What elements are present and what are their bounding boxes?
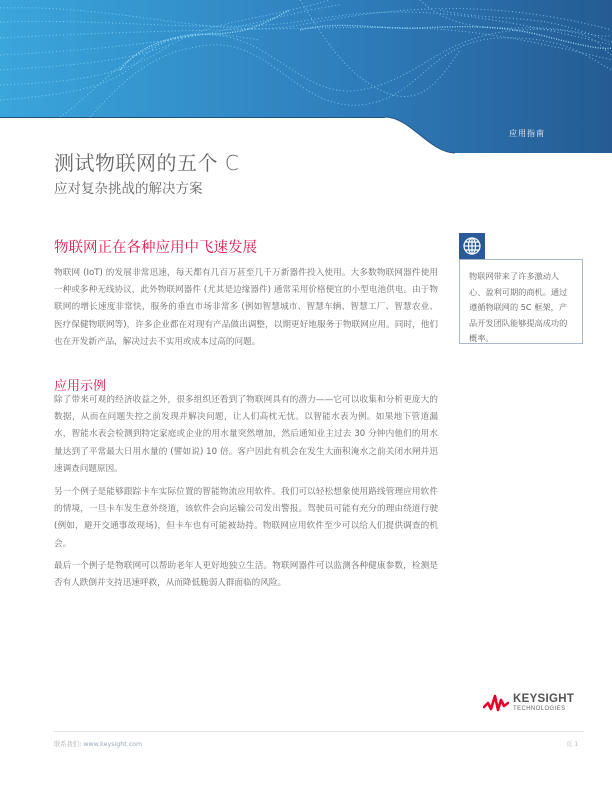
callout-box: [459, 259, 583, 344]
footer-divider: [54, 731, 584, 732]
section-heading-examples: 应用示例: [54, 379, 107, 394]
paragraph-example-water-meter: 除了带来可观的经济收益之外，很多组织还看到了物联网具有的潜力——它可以收集和分析更庞大的数据，从而在问题失控之前发现并解决问题，让人们高枕无忧。以智能水表为例。如果地下管道漏水，智能水表会检测到特定家庭或企业的用水量突然增加，然后通知业主过去 30 分钟内他们的用水量达到了平常最大日用水量的 (譬如说) 10 倍。客户因此有机会在发生大面积淹水之前关闭水闸并迅速调查问题原因。: [54, 395, 438, 474]
paragraph-example-elderly: 最后一个例子是物联网可以帮助老年人更好地独立生活。物联网器件可以监测各种健康参数，检测是否有人跌倒并支持迅速呼救，从而降低脆弱人群面临的风险。: [54, 561, 438, 589]
footer-contact-label: 联系我们:: [54, 741, 84, 748]
globe-icon: [459, 233, 485, 259]
footer-url-link[interactable]: www.keysight.com: [83, 741, 143, 748]
keysight-wave-icon: [483, 694, 509, 712]
logo-subtitle: TECHNOLOGIES: [513, 706, 566, 712]
logo-name: KEYSIGHT: [513, 693, 575, 705]
paragraph-example-logistics: 另一个例子是能够跟踪卡车实际位置的智能物流应用软件。我们可以轻松想象使用路线管理应用软件的情境，一旦卡车发生意外绕道，该软件会向运输公司发出警报。驾驶员可能有充分的理由绕道行驶 (例如，避开交通事故现场)，但卡车也有可能被劫持。物联网应用软件至少可以给人们提供调查的机会。: [54, 487, 438, 549]
callout-text: 物联网带来了许多激动人心、盈利可期的商机。通过遵循物联网的 5C 框架，产品开发团队能够提高成功的概率。: [469, 271, 568, 343]
page-title: 测试物联网的五个 C: [54, 151, 240, 175]
document-type-label: 应用指南: [509, 129, 545, 138]
page-subtitle: 应对复杂挑战的解决方案: [54, 181, 203, 197]
paragraph-growth: 物联网 (IoT) 的发展非常迅速，每天都有几百万甚至几千万新器件投入使用。大多数物联网器件使用一种或多种无线协议，此外物联网器件 (尤其是边缘器件) 通常采用价格便宜的小型电池供电。由于物联网的增长速度非常快，服务的垂直市场非常多 (例如智慧城市、智慧车辆、智慧工厂、智慧农业、医疗保健物联网等)，许多企业都在对现有产品做出调整，以期更好地服务于物联网应用。同时，他们也在开发新产品，解决过去不实用或成本过高的问题。: [54, 268, 438, 347]
keysight-logo: [483, 693, 574, 713]
footer-contact: [54, 739, 142, 748]
section-heading-growth: 物联网正在各种应用中飞速发展: [54, 240, 257, 256]
page-number: 页 1: [566, 741, 579, 748]
